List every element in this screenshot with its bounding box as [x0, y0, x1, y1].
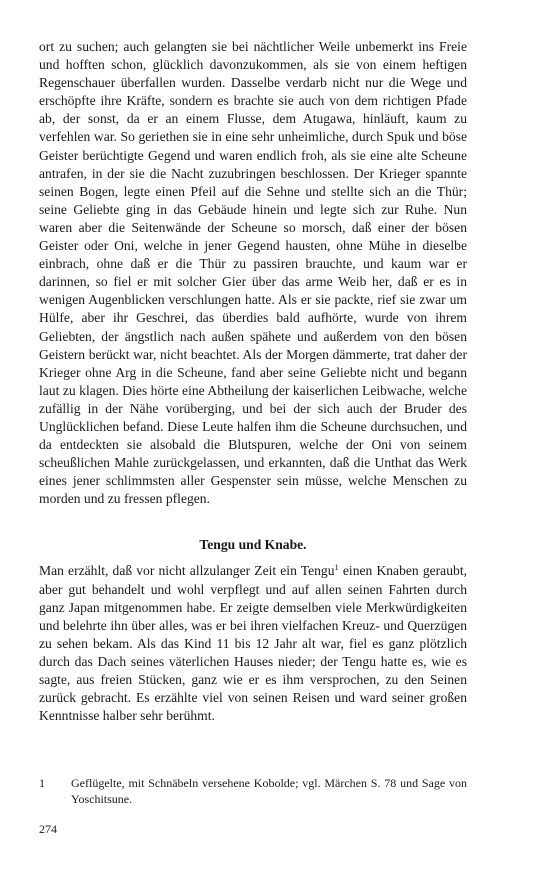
page-body: [39, 38, 467, 725]
story-paragraph: [39, 562, 467, 725]
story-text-start: Man erzählt, daß vor nicht allzulanger Zeit ein Tengu: [39, 563, 335, 579]
footnote-marker[interactable]: 1: [334, 562, 339, 573]
footnote: [39, 776, 467, 807]
page-number: 274: [39, 822, 57, 836]
section-title: Tengu und Knabe.: [199, 537, 307, 553]
footnote-number: 1: [39, 776, 45, 790]
footnote-text: Geflügelte, mit Schnäbeln versehene Kobolde; vgl. Märchen S. 78 und Sage von Yoschitsune.: [71, 776, 467, 806]
body-paragraph: ort zu suchen; auch gelangten sie bei nächtlicher Weile unbemerkt ins Freie und hofften schon, glücklich davonzukommen, als sie von einem heftigen Regenschauer überfallen wurden. Dasselbe verdarb nicht nur die Wege und erschöpfte ihre Kräfte, sondern es brachte sie auch von dem richtigen Pfade ab, der sonst, da er an einem Flusse, dem Atugawa, hinläuft, kaum zu verfehlen war. So geriethen sie in eine sehr unheimliche, durch Spuk und böse Geister berüchtigte Gegend und waren endlich froh, als sie eine alte Scheune antrafen, in der sie die Nacht zuzubringen beschlossen. Der Krieger spannte seinen Bogen, legte einen Pfeil auf die Sehne und stellte sich an die Thür; seine Geliebte ging in das Gebäude hinein und legte sich zur Ruhe. Nun waren aber die Seitenwände der Scheune so morsch, daß einer der bösen Geister oder Oni, welche in jener Gegend hausten, ohne Mühe in dieselbe einbrach, ohne daß er die Thür zu passiren brauchte, und kaum war er darinnen, so fiel er mit solcher Gier über das arme Weib her, daß er es in wenigen Augenblicken verschlungen hatte. Als er sie packte, rief sie zwar um Hülfe, aber ihr Geschrei, das überdies bald aufhörte, wurde von ihrem Geliebten, der ängstlich nach außen spähete und außerdem von den bösen Geistern berückt war, nicht beachtet. Als der Morgen dämmerte, trat daher der Krieger ohne Arg in die Scheune, fand aber seine Geliebte nicht und begann laut zu klagen. Dies hörte eine Abtheilung der kaiserlichen Leibwache, welche zufällig in der Nähe vorüberging, und bei der sich auch der Bruder des Unglücklichen befand. Diese Leute halfen ihm die Scheune durchsuchen, und da entdeckten sie alsobald die Blutspuren, welche der Oni von seinem scheußlichen Mahle zurückgelassen, und erkannten, daß die Unthat das Werk eines jener schlimmsten aller Gespenster sein müsse, welche Menschen zu morden und zu fressen pflegen.: [39, 39, 467, 507]
story-text-rest: einen Knaben geraubt, aber gut behandelt und wohl verpflegt und auf allen seinen Fahrten durch ganz Japan mitgenommen habe. Er zeigte demselben viele Merkwürdigkeiten und belehrte ihn über alles, was er bei ihren vielfachen Kreuz- und Querzügen zu sehen bekam. Als das Kind 11 bis 12 Jahr alt war, fiel es ganz plötzlich durch das Dach seines väterlichen Hauses nieder; der Tengu hatte es, wie es sagte, aus freien Stücken, ganz wie er es ihm versprochen, zu den Seinen zurück gebracht. Es erzählte viel von seinen Reisen und ward seiner großen Kenntnisse halber sehr berühmt.: [39, 563, 467, 724]
